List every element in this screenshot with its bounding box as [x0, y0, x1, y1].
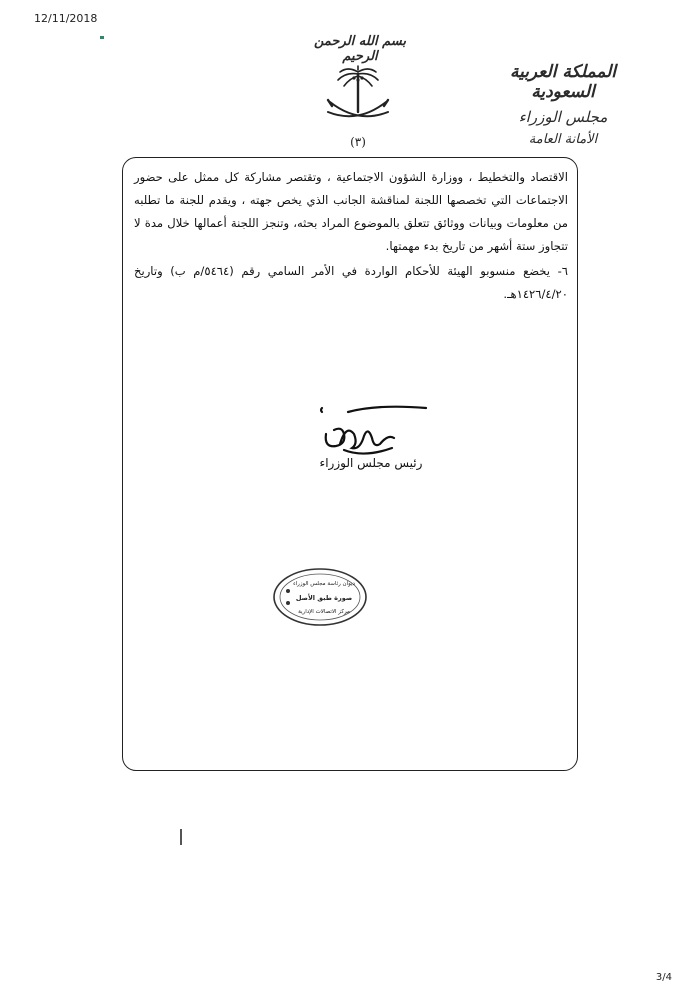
item-6: ٦- يخضع منسوبو الهيئة للأحكام الواردة في الأمر السامي رقم (٥٤٦٤/م ب) وتاريخ ١٤٢٦/٤/٢٠هـ.	[134, 264, 568, 301]
scan-artifact	[100, 36, 104, 39]
kingdom-name: المملكة العربية السعودية	[509, 62, 617, 102]
print-date: 12/11/2018	[34, 12, 98, 25]
signature-image	[318, 404, 428, 460]
page-counter: 3/4	[655, 972, 672, 983]
stamp-line-1: ديوان رئاسة مجلس الوزراء	[293, 581, 355, 587]
signer-title: رئيس مجلس الوزراء	[319, 456, 423, 470]
basmala: بسم الله الرحمن الرحيم	[314, 34, 406, 64]
body-paragraph: الاقتصاد والتخطيط ، ووزارة الشؤون الاجتماعية ، وتقتصر مشاركة كل ممثل على حضور الاجتماعات التي تخصصها اللجنة لمناقشة الجانب الذي يخص جهته ، ويقدم للجنة ما تطلبه من معلومات وبيانات ووثائق تتعلق بالموضوع المراد بحثه، وتنجز اللجنة أعمالها خلال مدة لا تتجاوز ستة أشهر من تاريخ بدء مهمتها.	[134, 170, 568, 253]
secretariat-name: الأمانة العامة	[528, 132, 598, 147]
margin-mark	[180, 829, 182, 845]
page-number: (٣)	[350, 135, 366, 149]
stamp-line-3: مركز الاتصالات الإدارية	[298, 609, 350, 615]
official-stamp	[272, 567, 368, 627]
document-body	[134, 166, 568, 306]
letterhead-block	[478, 62, 648, 147]
council-name: مجلس الوزراء	[518, 108, 608, 126]
stamp-line-2: صورة طبق الأصل	[295, 594, 353, 602]
saudi-emblem-icon	[318, 62, 398, 154]
